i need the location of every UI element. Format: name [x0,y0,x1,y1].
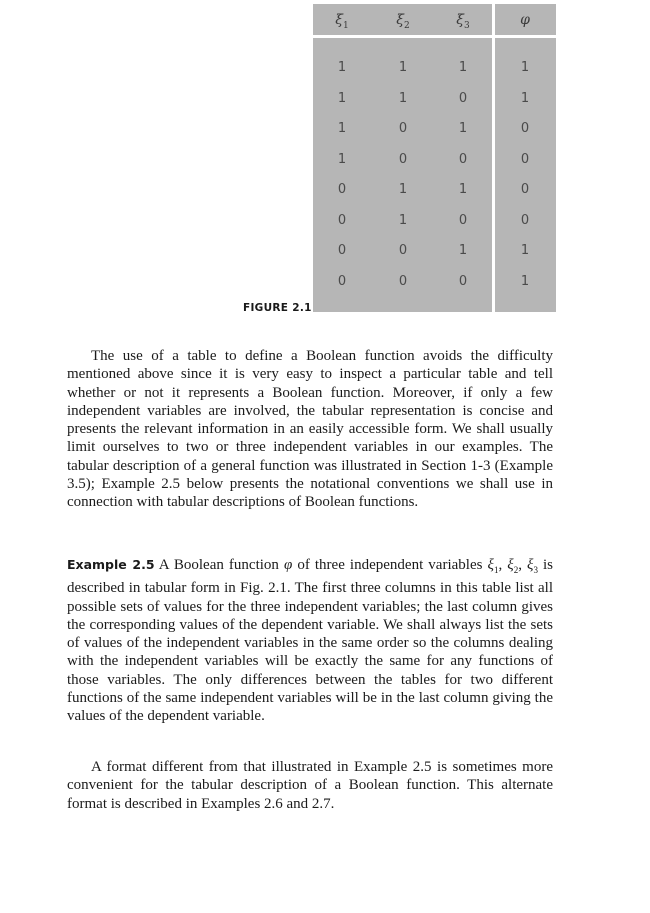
table-cell: 1 [520,60,530,75]
example-label: Example 2.5 [67,557,155,572]
paragraph-tabular-definition: The use of a table to define a Boolean function avoids the difficulty mentioned above since it is very easy to inspect a particular table and tell whether or not it represents a Boolean function. Moreover, if only a few independent variables are involved, the tabular representation is concise and presents the relevant information in an easily accessible form. We shall usually limit ourselves to two or three independent variables in our examples. The tabular description of a general function was illustrated in Section 1-3 (Example 3.5); Example 2.5 below presents the notational conventions we shall use in connection with tabular descriptions of Boolean functions. [67,348,553,510]
table-cell: 1 [458,182,468,197]
column-header-xi3: $\xi_3$ [456,12,470,31]
text-segment: , [518,557,527,573]
table-cell: 1 [520,273,530,289]
table-cell: 0 [520,182,530,197]
table-cell: 1 [398,90,408,106]
table-cell: 0 [398,121,408,136]
paragraph-alternate-format: A format different from that illustrated in Example 2.5 is sometimes more convenient for the tabular description of a Boolean function. This alternate format is described in Examples 2.6 and 2.7. [67,759,553,812]
xi2-symbol: $\xi_2$ [507,557,519,575]
text-segment: of three independent variables [292,557,488,573]
table-cell: 1 [337,60,347,75]
table-cell: 1 [458,121,468,136]
table-cell: 0 [337,273,347,289]
table-cell: 1 [337,121,347,136]
paragraph-example-2-5 [67,556,553,725]
table-cell: 0 [398,243,408,258]
figure-caption: FIGURE 2.1 [243,302,312,314]
text-segment: is described in tabular form in Fig. 2.1. The first three columns in this table list all possible sets of values for the three independent variables; the last column gives the corresponding values of the dependent variable. We shall always list the sets of values of the independent variables in the same order so the columns dealing with the independent variables will be exactly the same for any functions of those variables. The only differences between the tables for two different functions of the same independent variables will be in the last column giving the values of the dependent variable. [67,557,554,724]
table-cell: 1 [398,182,408,197]
table-cell: 0 [398,151,408,167]
table-cell: 0 [337,243,347,258]
table-cell: 1 [398,60,408,75]
table-cell: 0 [337,212,347,228]
phi-symbol: φ [283,557,293,573]
table-cell: 1 [337,151,347,167]
table-body-independent [313,38,492,312]
column-header-xi2: $\xi_2$ [396,12,410,31]
table-cell: 0 [458,90,468,106]
table-cell: 0 [337,182,347,197]
column-header-phi: φ [520,12,530,28]
table-cell: 1 [458,243,468,258]
column-header-xi1: $\xi_1$ [335,12,349,31]
table-cell: 0 [458,273,468,289]
figure-2-1-truth-table [313,4,556,312]
table-cell: 1 [398,212,408,228]
table-cell: 0 [520,121,530,136]
table-cell: 0 [458,212,468,228]
xi1-symbol: $\xi_1$ [487,557,499,575]
table-cell: 1 [520,243,530,258]
text-segment: A Boolean function [154,557,284,573]
table-cell: 0 [520,212,530,228]
table-cell: 1 [520,90,530,106]
text-segment: , [498,557,508,573]
table-cell: 1 [458,60,468,75]
table-cell: 0 [398,273,408,289]
table-cell: 1 [337,90,347,106]
table-body-dependent [495,38,556,312]
xi3-symbol: $\xi_3$ [527,557,538,575]
table-cell: 0 [458,151,468,167]
table-cell: 0 [520,151,530,167]
